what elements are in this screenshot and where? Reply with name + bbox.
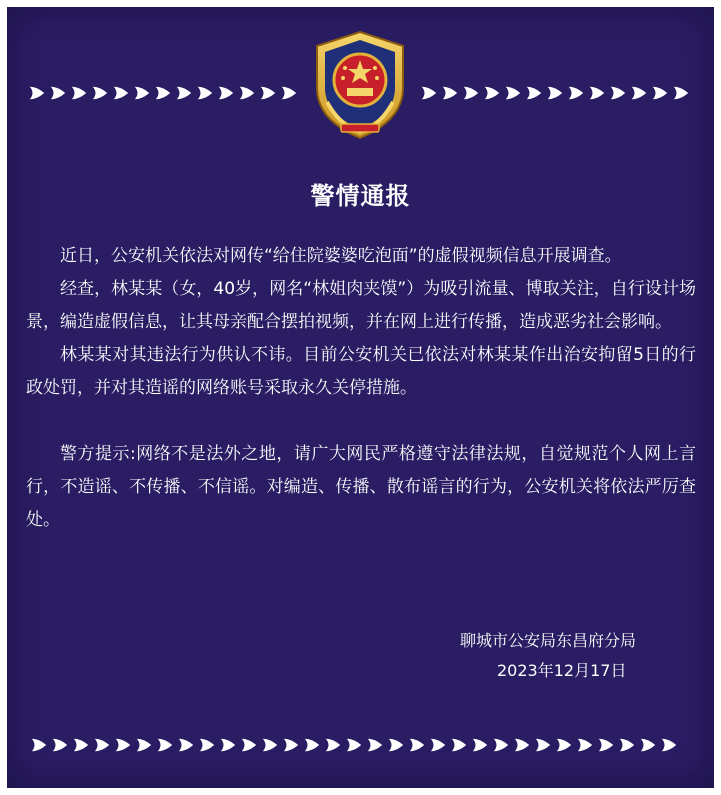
chevron-right-icon xyxy=(555,736,573,754)
chevron-right-icon xyxy=(462,84,480,102)
chevron-right-icon xyxy=(441,84,459,102)
issue-date: 2023年12月17日 xyxy=(497,661,627,680)
chevron-right-icon xyxy=(387,736,405,754)
chevron-right-icon xyxy=(618,736,636,754)
chevron-right-icon xyxy=(504,84,522,102)
chevron-right-icon xyxy=(280,84,298,102)
chevron-right-icon xyxy=(240,736,258,754)
chevron-right-icon xyxy=(175,84,193,102)
chevron-right-icon xyxy=(154,84,172,102)
chevron-right-icon xyxy=(259,84,277,102)
chevron-right-icon xyxy=(429,736,447,754)
chevron-right-icon xyxy=(471,736,489,754)
chevron-right-icon xyxy=(576,736,594,754)
chevron-right-icon xyxy=(135,736,153,754)
signature-block xyxy=(460,626,690,686)
chevron-right-icon xyxy=(196,84,214,102)
chevron-right-icon xyxy=(639,736,657,754)
chevron-right-icon xyxy=(534,736,552,754)
chevron-right-icon xyxy=(133,84,151,102)
chevron-right-icon xyxy=(525,84,543,102)
issuer-name: 聊城市公安局东昌府分局 xyxy=(460,631,637,650)
paragraph-findings: 经查，林某某（女，40岁，网名“林姐肉夹馍”）为吸引流量、博取关注，自行设计场景，编造虚假信息，让其母亲配合摆拍视频，并在网上进行传播，造成恶劣社会影响。 xyxy=(26,279,696,332)
chevron-right-icon xyxy=(238,84,256,102)
chevron-right-icon xyxy=(450,736,468,754)
paragraph-warning: 警方提示:网络不是法外之地，请广大网民严格遵守法律法规，自觉规范个人网上言行，不造谣、不传播、不信谣。对编造、传播、散布谣言的行为，公安机关将依法严厉查处。 xyxy=(26,444,696,530)
chevron-right-icon xyxy=(303,736,321,754)
notice-title: 警情通报 xyxy=(310,182,411,210)
chevron-right-icon xyxy=(112,84,130,102)
top-right-chevron-band xyxy=(420,82,690,104)
chevron-right-icon xyxy=(49,84,67,102)
chevron-right-icon xyxy=(72,736,90,754)
chevron-right-icon xyxy=(282,736,300,754)
chevron-right-icon xyxy=(366,736,384,754)
chevron-right-icon xyxy=(219,736,237,754)
chevron-right-icon xyxy=(91,84,109,102)
chevron-right-icon xyxy=(324,736,342,754)
chevron-right-icon xyxy=(609,84,627,102)
chevron-right-icon xyxy=(198,736,216,754)
chevron-right-icon xyxy=(177,736,195,754)
chevron-right-icon xyxy=(597,736,615,754)
bottom-chevron-band xyxy=(30,734,678,756)
chevron-right-icon xyxy=(567,84,585,102)
chevron-right-icon xyxy=(51,736,69,754)
chevron-right-icon xyxy=(672,84,690,102)
chevron-right-icon xyxy=(93,736,111,754)
chevron-right-icon xyxy=(651,84,669,102)
chevron-right-icon xyxy=(30,736,48,754)
paragraph-intro: 近日，公安机关依法对网传“给住院婆婆吃泡面”的虚假视频信息开展调查。 xyxy=(60,246,622,266)
paragraph-penalty: 林某某对其违法行为供认不讳。目前公安机关已依法对林某某作出治安拘留5日的行政处罚，并对其造谣的网络账号采取永久关停措施。 xyxy=(26,345,696,398)
chevron-right-icon xyxy=(483,84,501,102)
chevron-right-icon xyxy=(261,736,279,754)
chevron-right-icon xyxy=(492,736,510,754)
notice-body xyxy=(26,240,696,537)
chevron-right-icon xyxy=(546,84,564,102)
chevron-right-icon xyxy=(217,84,235,102)
top-left-chevron-band xyxy=(28,82,298,104)
police-emblem-icon xyxy=(305,28,415,146)
chevron-right-icon xyxy=(408,736,426,754)
chevron-right-icon xyxy=(345,736,363,754)
chevron-right-icon xyxy=(660,736,678,754)
chevron-right-icon xyxy=(156,736,174,754)
chevron-right-icon xyxy=(588,84,606,102)
chevron-right-icon xyxy=(70,84,88,102)
chevron-right-icon xyxy=(28,84,46,102)
chevron-right-icon xyxy=(630,84,648,102)
chevron-right-icon xyxy=(420,84,438,102)
chevron-right-icon xyxy=(513,736,531,754)
chevron-right-icon xyxy=(114,736,132,754)
